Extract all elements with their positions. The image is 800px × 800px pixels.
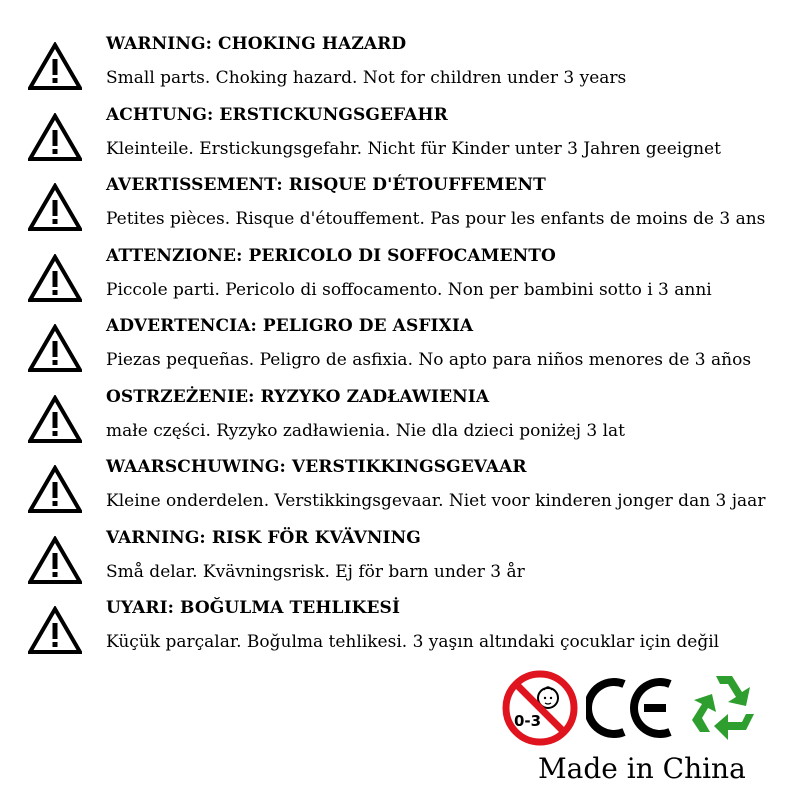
warning-title: UYARI: BOĞULMA TEHLIKESİ (106, 598, 400, 618)
warning-text: Kleine onderdelen. Verstikkingsgevaar. Niet voor kinderen jonger dan 3 jaar (106, 491, 766, 511)
warning-item (0, 381, 800, 452)
warning-item (0, 240, 800, 311)
warning-triangle-icon (28, 183, 82, 231)
warning-item (0, 169, 800, 240)
age-restriction-icon (500, 668, 580, 748)
warning-triangle-icon (28, 42, 82, 90)
warning-item (0, 592, 800, 663)
warning-text: Kleinteile. Erstickungsgefahr. Nicht für Kinder unter 3 Jahren geeignet (106, 138, 721, 159)
warning-text: Små delar. Kvävningsrisk. Ej för barn under 3 år (106, 561, 525, 582)
warnings-list (0, 28, 800, 663)
warning-title: VARNING: RISK FÖR KVÄVNING (106, 527, 421, 548)
warning-text: Small parts. Choking hazard. Not for children under 3 years (106, 68, 627, 88)
warning-triangle-icon (28, 536, 82, 584)
warning-text: Küçük parçalar. Boğulma tehlikesi. 3 yaşın altındaki çocuklar için değil (106, 632, 720, 652)
warning-title: WAARSCHUWING: VERSTIKKINGSGEVAAR (106, 457, 527, 477)
warning-title: OSTRZEŻENIE: RYZYKO ZADŁAWIENIA (106, 386, 490, 407)
warning-triangle-icon (28, 254, 82, 302)
warning-item (0, 28, 800, 99)
warning-title: ADVERTENCIA: PELIGRO DE ASFIXIA (106, 316, 474, 336)
warning-title: WARNING: CHOKING HAZARD (106, 34, 407, 54)
warning-item (0, 99, 800, 170)
warning-item (0, 310, 800, 381)
warning-text: Petites pièces. Risque d'étouffement. Pas pour les enfants de moins de 3 ans (106, 209, 766, 229)
warning-text: Piezas pequeñas. Peligro de asfixia. No apto para niños menores de 3 años (106, 350, 752, 370)
warning-title: AVERTISSEMENT: RISQUE D'ÉTOUFFEMENT (106, 175, 546, 195)
compliance-symbols (500, 668, 770, 748)
warning-triangle-icon (28, 324, 82, 372)
warning-item (0, 451, 800, 522)
recycle-icon (686, 670, 762, 746)
warning-triangle-icon (28, 606, 82, 654)
warning-triangle-icon (28, 465, 82, 513)
warning-item (0, 522, 800, 593)
ce-mark-icon (586, 676, 678, 740)
made-in-label: Made in China (538, 752, 746, 785)
warning-triangle-icon (28, 113, 82, 161)
warning-triangle-icon (28, 395, 82, 443)
age-range-label: 0-3 (514, 712, 542, 730)
warning-text: Piccole parti. Pericolo di soffocamento. Non per bambini sotto i 3 anni (106, 279, 712, 300)
warning-title: ATTENZIONE: PERICOLO DI SOFFOCAMENTO (106, 245, 556, 266)
warning-text: małe części. Ryzyko zadławienia. Nie dla dzieci poniżej 3 lat (106, 420, 626, 441)
warning-title: ACHTUNG: ERSTICKUNGSGEFAHR (106, 104, 448, 125)
